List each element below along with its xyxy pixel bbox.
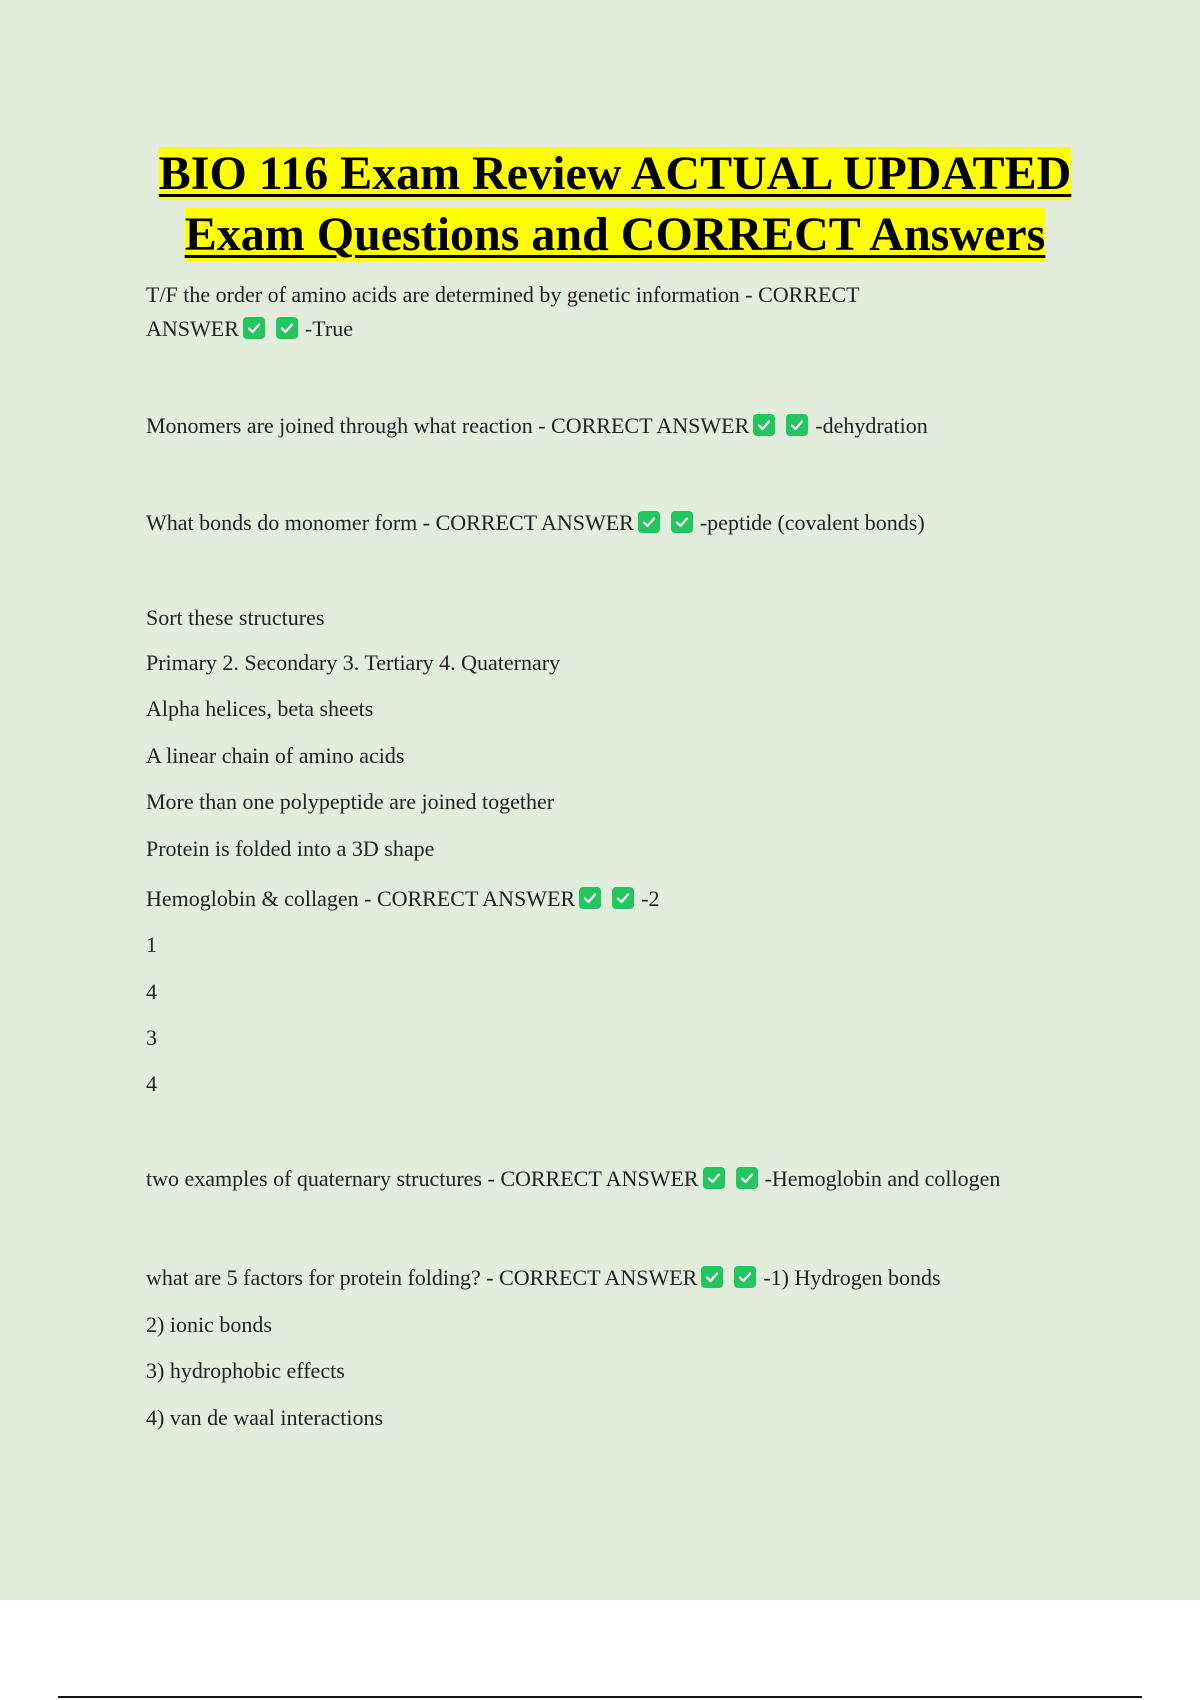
check-icon bbox=[753, 414, 775, 436]
check-icon bbox=[638, 511, 660, 533]
question-text: two examples of quaternary structures - CORRECT ANSWER bbox=[146, 1166, 699, 1191]
answer-text: 3 bbox=[146, 1025, 157, 1050]
qa-item bbox=[146, 508, 925, 538]
answer-text: -Hemoglobin and collogen bbox=[764, 1166, 1001, 1191]
check-icon bbox=[612, 887, 634, 909]
answer-text: -peptide (covalent bonds) bbox=[699, 510, 925, 535]
answer-text: 4 bbox=[146, 1071, 157, 1096]
title-line-1: BIO 116 Exam Review ACTUAL UPDATED bbox=[158, 147, 1072, 200]
title-line-2: Exam Questions and CORRECT Answers bbox=[184, 208, 1046, 261]
qa-item bbox=[146, 884, 660, 914]
answer-text: 1 bbox=[146, 932, 157, 957]
answer-text: 3) hydrophobic effects bbox=[146, 1358, 345, 1383]
qa-item bbox=[146, 411, 928, 441]
answer-text: -dehydration bbox=[815, 413, 928, 438]
qa-item bbox=[146, 1263, 941, 1293]
question-text: More than one polypeptide are joined together bbox=[146, 789, 555, 814]
check-icon bbox=[734, 1266, 756, 1288]
question-text: Hemoglobin & collagen - CORRECT ANSWER bbox=[146, 886, 576, 911]
check-icon bbox=[579, 887, 601, 909]
answer-text: -2 bbox=[641, 886, 660, 911]
check-icon bbox=[671, 511, 693, 533]
answer-text: 2) ionic bonds bbox=[146, 1312, 272, 1337]
document-title bbox=[60, 143, 1170, 265]
qa-item bbox=[146, 1164, 1000, 1194]
answer-text: 4) van de waal interactions bbox=[146, 1405, 384, 1430]
question-text: what are 5 factors for protein folding? - CORRECT ANSWER bbox=[146, 1265, 698, 1290]
question-text: A linear chain of amino acids bbox=[146, 743, 405, 768]
question-text: Protein is folded into a 3D shape bbox=[146, 836, 435, 861]
answer-text: 4 bbox=[146, 979, 157, 1004]
question-text: Sort these structures bbox=[146, 605, 325, 630]
qa-item bbox=[146, 314, 353, 344]
check-icon bbox=[786, 414, 808, 436]
check-icon bbox=[736, 1167, 758, 1189]
check-icon bbox=[703, 1167, 725, 1189]
question-text: Alpha helices, beta sheets bbox=[146, 696, 374, 721]
check-icon bbox=[701, 1266, 723, 1288]
check-icon bbox=[243, 317, 265, 339]
question-text: Primary 2. Secondary 3. Tertiary 4. Quaternary bbox=[146, 650, 561, 675]
check-icon bbox=[276, 317, 298, 339]
footer-divider bbox=[58, 1696, 1142, 1698]
answer-text: -1) Hydrogen bonds bbox=[763, 1265, 941, 1290]
question-text: T/F the order of amino acids are determined by genetic information - CORRECT bbox=[146, 282, 860, 307]
question-text: Monomers are joined through what reaction - CORRECT ANSWER bbox=[146, 413, 750, 438]
question-text: ANSWER bbox=[146, 316, 239, 341]
answer-text: -True bbox=[304, 316, 353, 341]
question-text: What bonds do monomer form - CORRECT ANSWER bbox=[146, 510, 634, 535]
